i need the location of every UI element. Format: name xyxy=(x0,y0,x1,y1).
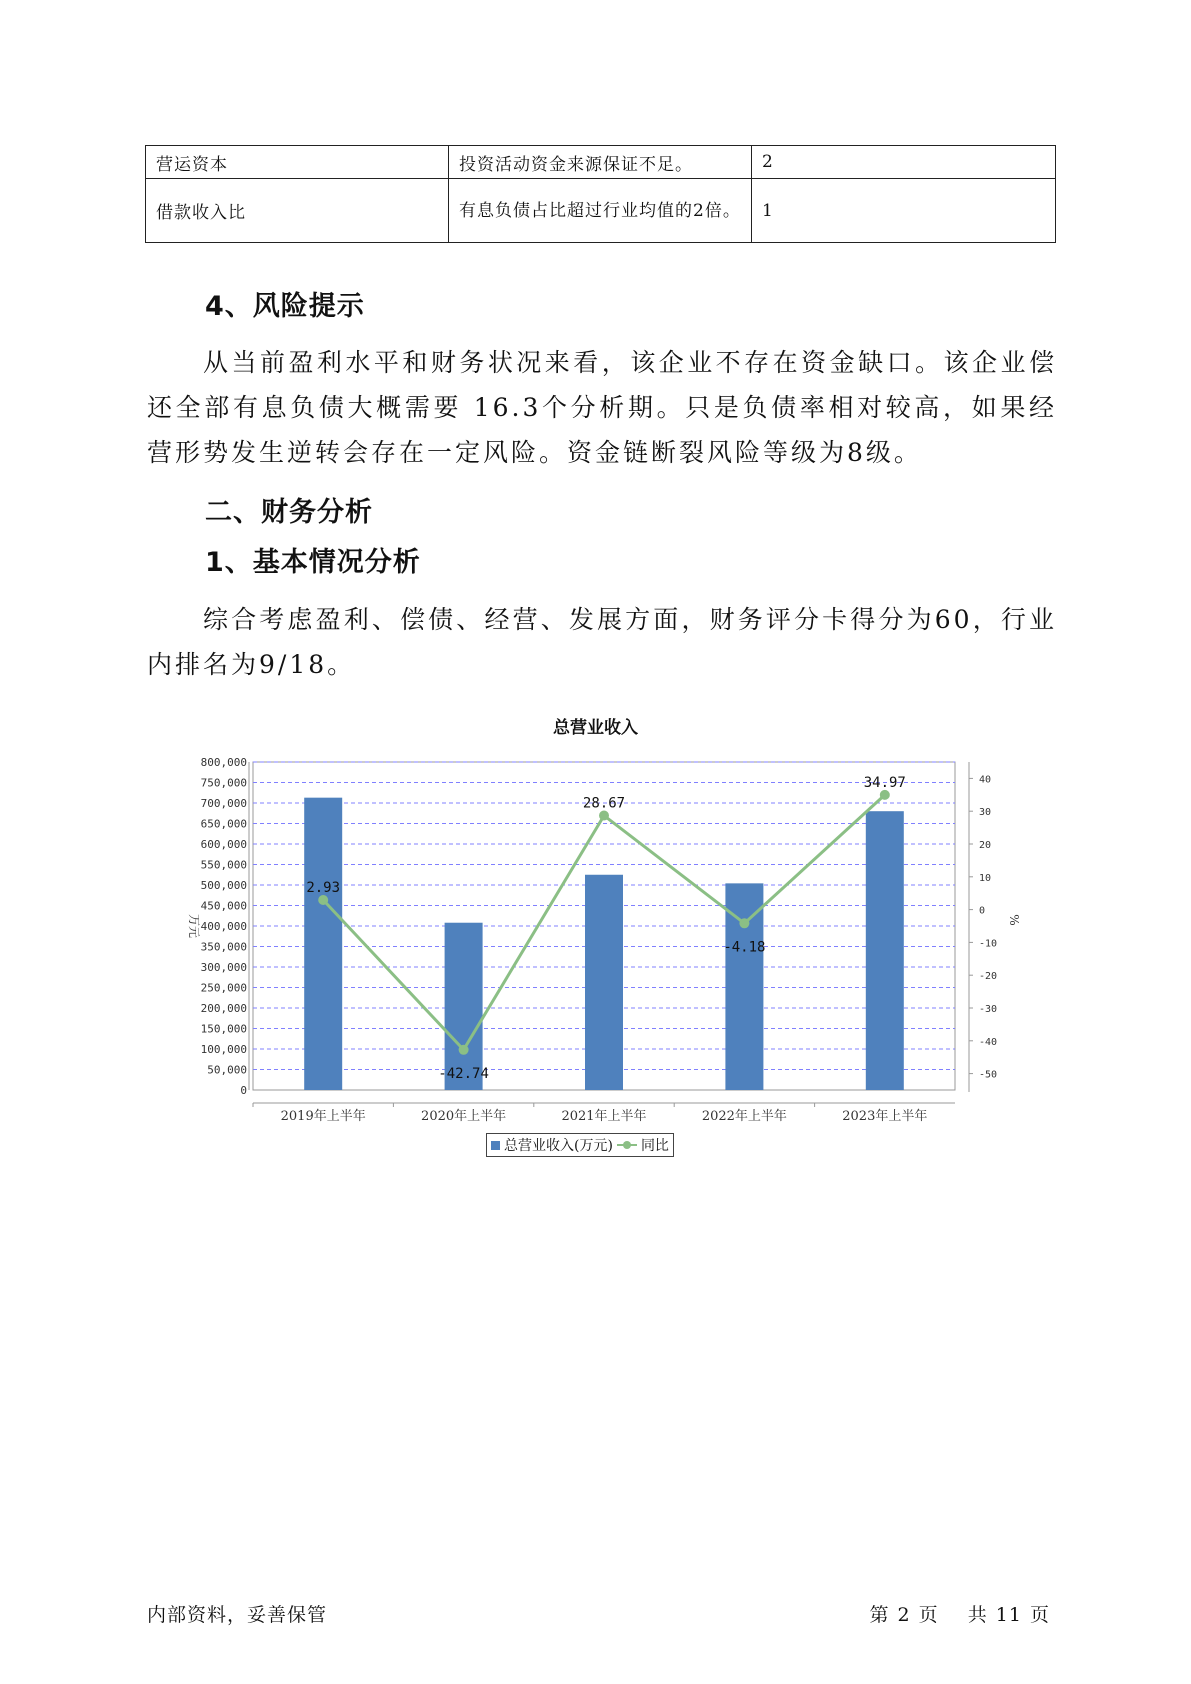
chart-title: 总营业收入 xyxy=(553,718,638,738)
footer-page-number xyxy=(866,1600,1054,1627)
chart-legend xyxy=(486,1133,674,1157)
x-tick-label: 2020年上半年 xyxy=(421,1109,507,1124)
x-tick-label: 2021年上半年 xyxy=(561,1109,647,1124)
x-tick-label: 2019年上半年 xyxy=(280,1109,366,1124)
y2-tick-label: 0 xyxy=(979,905,986,917)
total-unit: 页 xyxy=(1029,1604,1050,1626)
yoy-data-label: -4.18 xyxy=(723,939,766,956)
y2-tick-label: 30 xyxy=(979,807,992,819)
y2-tick-label: -40 xyxy=(979,1036,998,1048)
y-tick-label: 0 xyxy=(240,1084,247,1097)
total-pages: 11 xyxy=(995,1604,1022,1626)
current-page: 2 xyxy=(897,1604,911,1626)
y-tick-label: 500,000 xyxy=(200,879,247,892)
y-tick-label: 200,000 xyxy=(200,1002,247,1015)
y-tick-label: 600,000 xyxy=(200,838,247,851)
y-tick-label: 400,000 xyxy=(200,920,247,933)
y2-tick-label: -50 xyxy=(979,1069,998,1081)
footer-confidential: 内部资料，妥善保管 xyxy=(147,1604,328,1626)
yoy-point xyxy=(459,1045,469,1055)
yoy-data-label: 28.67 xyxy=(582,795,626,812)
page-prefix: 第 xyxy=(869,1604,890,1626)
y-tick-label: 700,000 xyxy=(200,797,247,810)
y-tick-label: 800,000 xyxy=(200,756,247,769)
x-tick-label: 2023年上半年 xyxy=(842,1109,928,1124)
finance-paragraph: 综合考虑盈利、偿债、经营、发展方面，财务评分卡得分为60，行业内排名为9/18。 xyxy=(147,605,1057,679)
risk-paragraph: 从当前盈利水平和财务状况来看，该企业不存在资金缺口。该企业偿还全部有息负债大概需要 16.3个分析期。只是负债率相对较高，如果经营形势发生逆转会存在一定风险。资金链断裂风险等级为8级。 xyxy=(147,348,1057,467)
score-cell: 2 xyxy=(752,146,1056,179)
yoy-data-label: 2.93 xyxy=(306,879,341,896)
y-tick-label: 650,000 xyxy=(200,817,247,831)
description-text: 有息负债占比超过行业均值的2倍。 xyxy=(459,200,741,221)
y2-tick-label: 20 xyxy=(979,840,992,851)
y-tick-label: 750,000 xyxy=(200,776,247,790)
basic-analysis-heading: 1、基本情况分析 xyxy=(205,547,421,578)
y2-tick-label: -20 xyxy=(979,971,998,983)
page-unit: 页 xyxy=(918,1604,939,1626)
legend-bar-label: 总营业收入(万元) xyxy=(504,1138,613,1154)
y-tick-label: 350,000 xyxy=(200,940,247,954)
legend-line-swatch xyxy=(617,1140,637,1150)
yoy-point xyxy=(880,790,890,800)
revenue-bar xyxy=(866,811,904,1090)
y-tick-label: 100,000 xyxy=(200,1043,247,1056)
yoy-data-label: -42.74 xyxy=(438,1065,489,1082)
yoy-point xyxy=(739,918,749,928)
legend-bar-swatch xyxy=(491,1141,500,1150)
legend-line-label: 同比 xyxy=(640,1138,669,1154)
y-tick-label: 150,000 xyxy=(200,1022,247,1036)
revenue-bar xyxy=(304,798,342,1090)
finance-heading: 二、财务分析 xyxy=(205,497,373,528)
y-tick-label: 300,000 xyxy=(200,961,247,974)
score-cell: 1 xyxy=(752,179,1056,243)
risk-heading: 4、风险提示 xyxy=(205,291,365,322)
y-tick-label: 450,000 xyxy=(200,899,247,913)
y2-tick-label: -30 xyxy=(979,1004,998,1015)
y-tick-label: 550,000 xyxy=(200,858,247,872)
description-cell: 投资活动资金来源保证不足。 xyxy=(449,146,752,179)
y2-tick-label: 40 xyxy=(979,774,992,786)
total-prefix: 共 xyxy=(967,1604,988,1626)
y-tick-label: 250,000 xyxy=(200,981,247,995)
y2-axis-title: % xyxy=(1007,914,1021,926)
revenue-bar xyxy=(585,875,623,1090)
y-tick-label: 50,000 xyxy=(207,1063,247,1077)
y2-tick-label: -10 xyxy=(979,938,998,950)
indicator-cell: 营运资本 xyxy=(146,146,449,179)
indicator-cell: 借款收入比 xyxy=(146,179,449,243)
y2-tick-label: 10 xyxy=(979,872,992,884)
yoy-point xyxy=(318,895,328,905)
yoy-data-label: 34.97 xyxy=(863,774,906,791)
y-axis-title: 万元 xyxy=(187,913,201,939)
x-tick-label: 2022年上半年 xyxy=(701,1109,787,1124)
yoy-point xyxy=(599,811,609,821)
